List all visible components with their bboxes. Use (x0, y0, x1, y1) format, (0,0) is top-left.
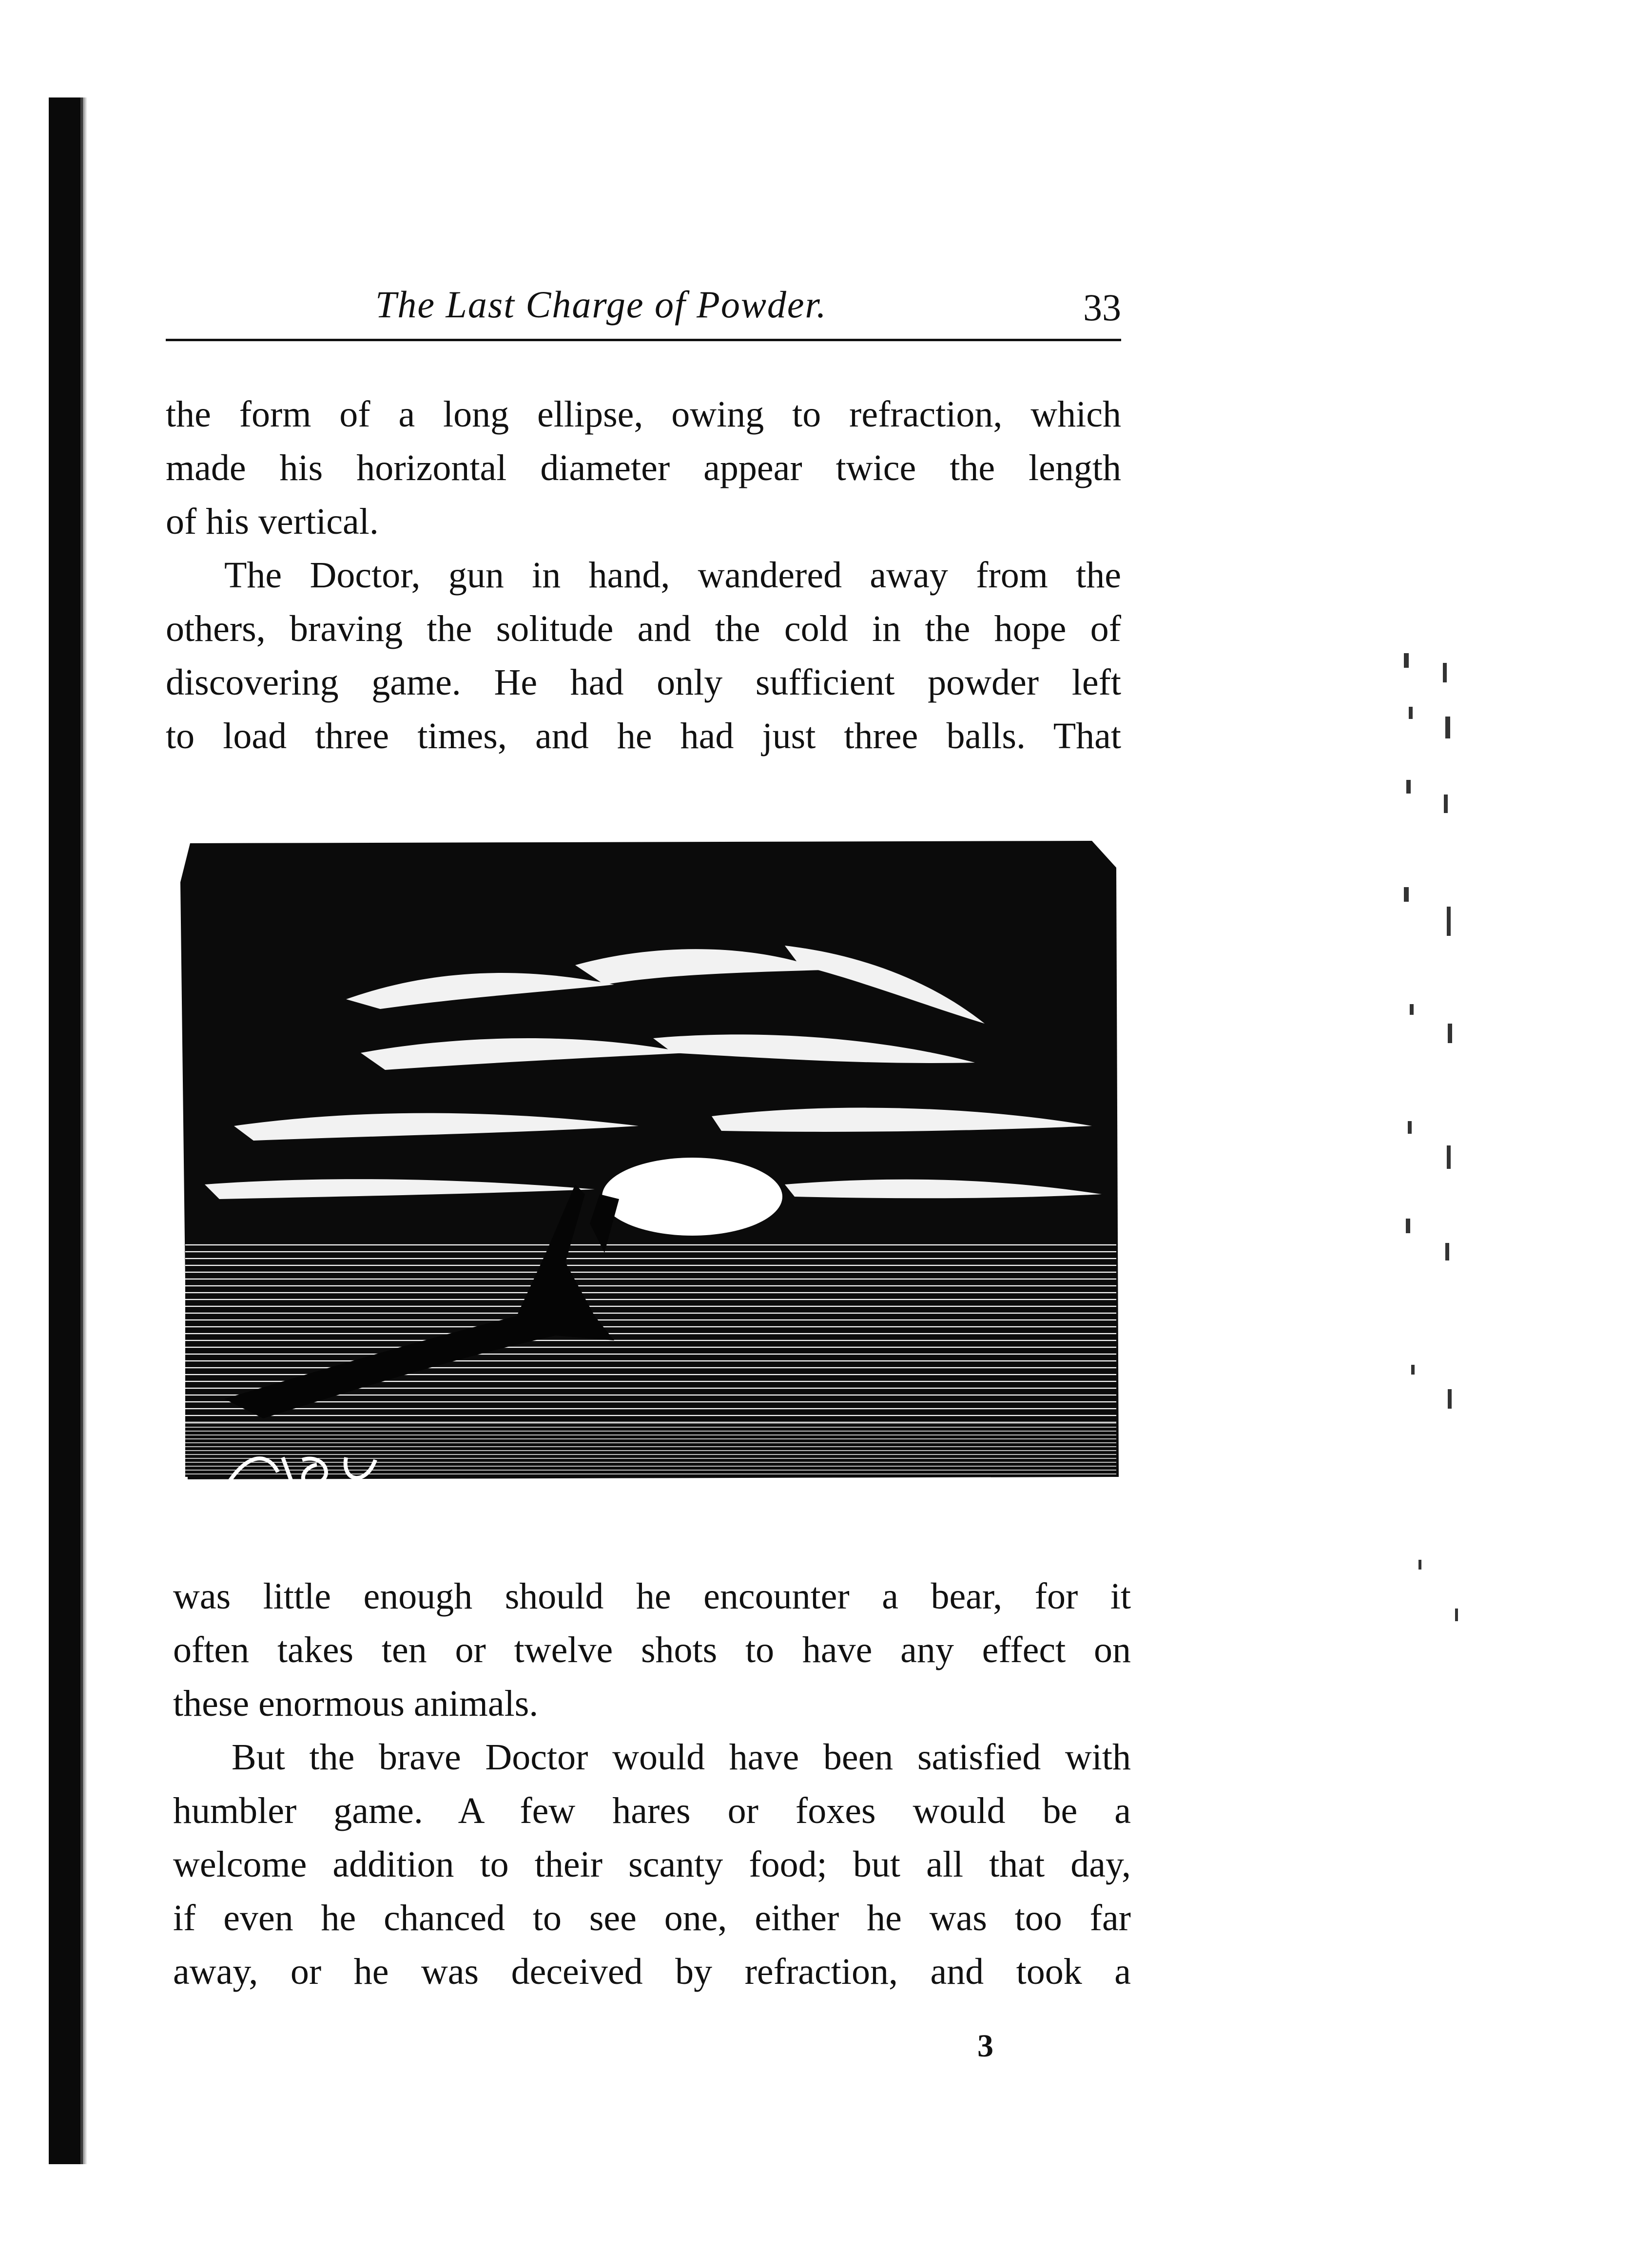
paragraph-1 (166, 388, 1121, 548)
text-line: others, braving the solitude and the cold in the hope of (166, 608, 1121, 649)
page-number: 33 (1083, 286, 1121, 329)
running-title: The Last Charge of Powder. (375, 283, 827, 326)
text-line: if even he chanced to see one, either he was too far (173, 1898, 1131, 1938)
text-line: often takes ten or twelve shots to have any effect on (173, 1629, 1131, 1670)
binding-shadow (80, 97, 87, 2164)
show-through-marks (1389, 634, 1487, 1706)
text-line: welcome addition to their scanty food; but all that day, (173, 1844, 1131, 1885)
signature-mark (219, 1438, 424, 1496)
text-line: discovering game. He had only sufficient powder left (166, 662, 1121, 703)
text-line: But the brave Doctor would have been satisfied with (232, 1737, 1131, 1778)
engraving-artwork (175, 824, 1131, 1516)
paragraph-4 (173, 1730, 1131, 1998)
text-line: humbler game. A few hares or foxes would be a (173, 1790, 1131, 1831)
text-line: away, or he was deceived by refraction, and took a (173, 1951, 1131, 1992)
margin-specks (1389, 634, 1487, 1706)
text-line: was little enough should he encounter a bear, for it (173, 1576, 1131, 1617)
running-header (166, 273, 1121, 341)
paragraph-2 (166, 548, 1121, 763)
text-line: these enormous animals. (173, 1683, 539, 1724)
sun-shape (602, 1158, 782, 1236)
artist-signature (219, 1438, 424, 1496)
text-line: of his vertical. (166, 501, 379, 542)
text-line: The Doctor, gun in hand, wandered away from the (224, 555, 1121, 596)
text-line: the form of a long ellipse, owing to refraction, which (166, 394, 1121, 435)
book-binding-edge (49, 97, 83, 2164)
signature-folio: 3 (977, 2028, 993, 2064)
text-line: to load three times, and he had just three balls. That (166, 716, 1121, 756)
text-line: made his horizontal diameter appear twice the length (166, 447, 1121, 488)
engraving-setting-sun (175, 824, 1131, 1516)
header-rule (166, 339, 1121, 341)
paragraph-3 (173, 1570, 1131, 1730)
